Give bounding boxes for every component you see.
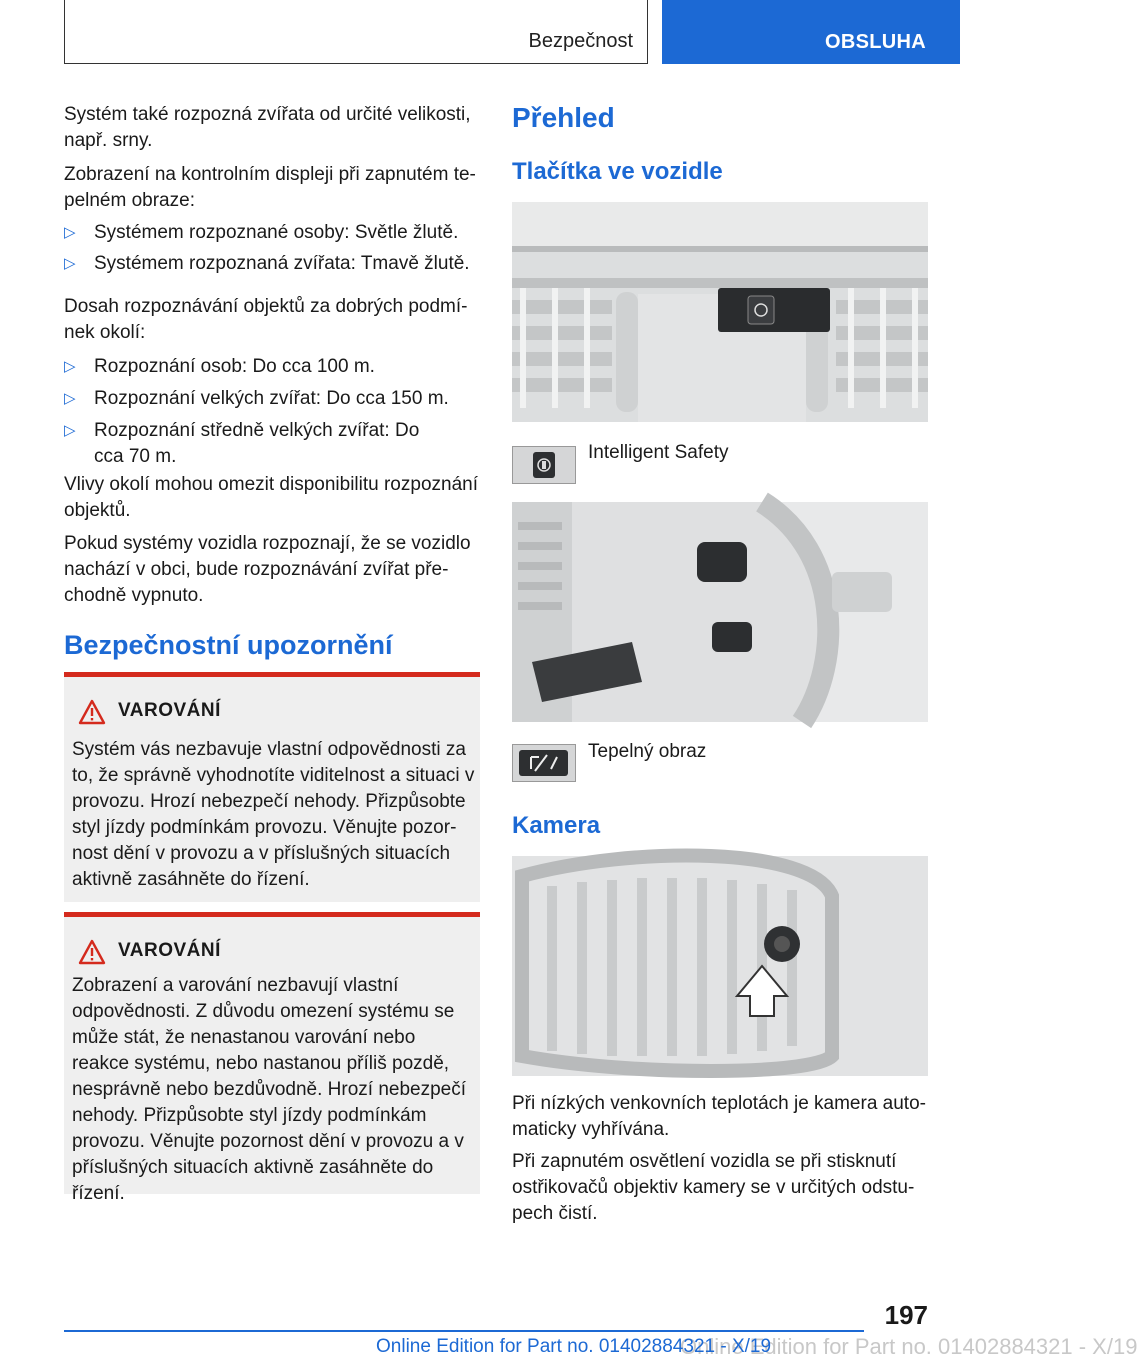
- steering-area-photo: [512, 502, 928, 722]
- dashboard-buttons-photo: [512, 202, 928, 422]
- bullet-triangle-icon: ▷: [64, 422, 76, 439]
- header-section-title: Bezpečnost: [528, 30, 633, 52]
- subsection-heading: Kamera: [512, 812, 601, 839]
- paragraph: Zobrazení na kontrolním displeji při zapnutém tepelném obraze:: [64, 164, 476, 211]
- paragraph: Systém také rozpozná zvířata od určité velikosti, např. srny.: [64, 104, 471, 151]
- paragraph: Vlivy okolí mohou omezit disponibilitu rozpoznání objektů.: [64, 474, 478, 521]
- subsection-heading: Tlačítka ve vozidle: [512, 158, 723, 185]
- header-section-box: [64, 0, 648, 64]
- intelligent-safety-icon: [512, 446, 576, 484]
- header-chapter-tab: [662, 0, 960, 64]
- button-label: Tepelný obraz: [588, 741, 707, 762]
- bullet-triangle-icon: ▷: [64, 255, 76, 272]
- warning-box: [64, 912, 480, 1204]
- footer-edition: Online Edition for Part no. 01402884321 - X/19: [376, 1336, 772, 1357]
- paragraph: Dosah rozpoznávání objektů za dobrých podmínek okolí:: [64, 296, 468, 343]
- header-chapter-title: OBSLUHA: [825, 31, 926, 53]
- paragraph: Pokud systémy vozidla rozpoznají, že se vozidlo nachází v obci, bude rozpoznávání zvířat přechodně vypnuto.: [64, 533, 471, 606]
- warning-triangle-icon: [78, 939, 106, 965]
- list-item-text: Systémem rozpoznané osoby: Světle žlutě.: [94, 222, 459, 243]
- button-label: Intelligent Safety: [588, 442, 729, 463]
- paragraph: Při zapnutém osvětlení vozidla se při stisknutí ostřikovačů objektiv kamery se v určitých odstupech čistí.: [512, 1151, 915, 1224]
- list-item-text: Rozpoznání osob: Do cca 100 m.: [94, 356, 375, 377]
- bullet-triangle-icon: ▷: [64, 358, 76, 375]
- page-number: 197: [884, 1300, 928, 1330]
- warning-box: [64, 672, 480, 902]
- bullet-triangle-icon: ▷: [64, 390, 76, 407]
- warning-triangle-icon: [78, 699, 106, 725]
- warning-label: VAROVÁNÍ: [118, 700, 221, 721]
- list-item-text: Systémem rozpoznaná zvířata: Tmavě žlutě.: [94, 253, 470, 274]
- thermal-image-icon: [512, 744, 576, 782]
- footer-watermark: Online Edition for Part no. 01402884321 - X/19: [680, 1334, 1137, 1359]
- grille-camera-photo: [512, 856, 928, 1076]
- warning-text: Zobrazení a varování nezbavují vlastní odpovědnosti. Z důvodu omezení systému se může stát, že nenastanou varování nebo reakce systému, nebo nastanou příliš pozdě, nesprávně nebo bezdůvodně. Hrozí nebezpečí nehody. Přizpůsobte styl jízdy podmínkám provozu. Věnujte pozornost dění v provozu a v příslušných situacích aktivně zasáhněte do řízení.: [72, 975, 466, 1204]
- section-heading: Bezpečnostní upozornění: [64, 630, 393, 660]
- bullet-triangle-icon: ▷: [64, 224, 76, 241]
- paragraph: Při nízkých venkovních teplotách je kamera automaticky vyhřívána.: [512, 1093, 926, 1140]
- warning-label: VAROVÁNÍ: [118, 940, 221, 961]
- list-item-text: Rozpoznání velkých zvířat: Do cca 150 m.: [94, 388, 449, 409]
- footer-divider: [64, 1330, 864, 1332]
- list-item-text: Rozpoznání středně velkých zvířat: Do cca 70 m.: [94, 420, 420, 467]
- page-title: Přehled: [512, 102, 615, 133]
- warning-text: Systém vás nezbavuje vlastní odpovědnosti za to, že správně vyhodnotíte viditelnost a situaci v provozu. Hrozí nebezpečí nehody. Přizpůsobte styl jízdy podmínkám provozu. Věnujte pozornost dění v provozu a v příslušných situacích aktivně zasáhněte do řízení.: [72, 739, 475, 890]
